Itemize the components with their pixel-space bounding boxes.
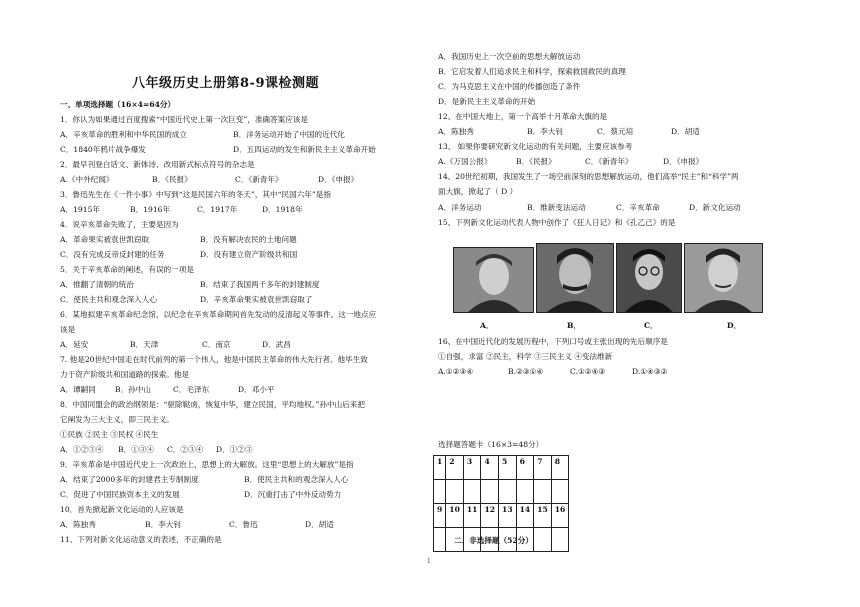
q6-option-d: D．武昌 bbox=[262, 340, 291, 349]
answer-blank[interactable] bbox=[434, 528, 446, 552]
portrait-d-image bbox=[684, 243, 763, 313]
q16-option-d: D.①④③② bbox=[632, 367, 668, 376]
answer-blank[interactable] bbox=[551, 480, 569, 504]
q1-option-d: D．五四运动的发生和新民主主义革命开始 bbox=[233, 145, 376, 154]
portrait-label-d: D． bbox=[727, 321, 742, 330]
question-7: 7. 他是20世纪中国走在时代前列的第一个伟人，他是中国民主革命的伟大先行者。他毕生致 bbox=[60, 355, 368, 364]
question-3: 3．鲁迅先生在《一件小事》中写到“这是民国六年的冬天”，其中“民国六年”是指 bbox=[60, 190, 331, 199]
question-1: 1．你认为如果通过百度搜索“中国近代史上第一次巨变”，准确答案应该是 bbox=[60, 115, 308, 124]
answer-cell[interactable]: 13 bbox=[499, 504, 517, 528]
q13-option-c: C．《新青年》 bbox=[585, 157, 633, 166]
q7-option-b: B．孙中山 bbox=[115, 385, 151, 394]
section-one-heading: 一、单项选择题（16×4=64分） bbox=[60, 100, 176, 109]
answer-cell[interactable]: 9 bbox=[434, 504, 446, 528]
q8-option-a: A．①②③④ bbox=[60, 445, 104, 454]
q14-option-b: B．维新变法运动 bbox=[527, 203, 586, 212]
question-4: 4．说辛亥革命失败了，主要是因为 bbox=[60, 220, 179, 229]
q3-option-a: A．1915年 bbox=[60, 205, 100, 214]
question-6-cont: 该是 bbox=[60, 325, 76, 334]
answer-row-1-blank bbox=[434, 480, 569, 504]
q6-option-c: C．南京 bbox=[202, 340, 231, 349]
answer-row-2 bbox=[434, 504, 569, 528]
q10-option-d: D．胡适 bbox=[305, 520, 334, 529]
question-16: 16、在中国近代化的发展历程中，下列口号或主张出现的先后顺序是 bbox=[438, 337, 668, 346]
answer-blank[interactable] bbox=[463, 480, 481, 504]
q2-option-d: D．《申报》 bbox=[318, 175, 359, 184]
q14-option-a: A．洋务运动 bbox=[438, 203, 482, 212]
q13-option-b: B．《民报》 bbox=[516, 157, 556, 166]
q8-option-d: D．①②③ bbox=[216, 445, 253, 454]
q12-option-c: C．蔡元培 bbox=[597, 127, 634, 136]
q16-option-b: B.②③①④ bbox=[508, 367, 544, 376]
answer-blank[interactable] bbox=[481, 480, 499, 504]
portrait-a-image bbox=[453, 247, 534, 313]
answer-cell[interactable]: 1 bbox=[434, 456, 446, 480]
q4-option-d: D．没有建立资产阶级共和国 bbox=[200, 250, 298, 259]
question-10: 10．首先掀起新文化运动的人应该是 bbox=[60, 505, 184, 514]
answer-cell[interactable]: 16 bbox=[551, 504, 569, 528]
question-14-cont: 面大旗，掀起了（ D ） bbox=[438, 187, 518, 196]
q5-option-d: D．辛亥革命果实被袁世凯窃取了 bbox=[200, 295, 313, 304]
q11-option-b: B．它启发着人们追求民主和科学，探索救国救民的真理 bbox=[438, 67, 626, 76]
q1-option-b: B．洋务运动开始了中国的近代化 bbox=[233, 130, 345, 139]
section-two-heading: 二、非选择题（52分） bbox=[454, 536, 533, 545]
q3-option-d: D．1918年 bbox=[262, 205, 303, 214]
answer-blank[interactable] bbox=[516, 480, 534, 504]
q7-option-d: D．邓小平 bbox=[238, 385, 275, 394]
q2-option-a: A.《中外纪闻》 bbox=[60, 175, 114, 184]
question-15: 15、下列新文化运动代表人物中创作了《狂人日记》和《孔乙己》的是 bbox=[438, 218, 676, 227]
question-8: 8．中国同盟会的政治纲领是：“驱除鞑虏，恢复中华，建立民国，平均地权。”孙中山后来把 bbox=[60, 400, 365, 409]
question-9: 9．辛亥革命是中国近代史上一次政治上、思想上的大解放。这里“思想上的大解放”是指 bbox=[60, 460, 354, 469]
answer-cell[interactable]: 6 bbox=[516, 456, 534, 480]
q13-option-d: D．《申报》 bbox=[663, 157, 704, 166]
q9-option-d: D．沉重打击了中外反动势力 bbox=[244, 490, 342, 499]
q2-option-c: C．《新青年》 bbox=[235, 175, 283, 184]
q12-option-b: B．李大钊 bbox=[527, 127, 563, 136]
q4-option-a: A．革命果实被袁世凯窃取 bbox=[60, 235, 150, 244]
q7-option-a: A．谭嗣同 bbox=[60, 385, 96, 394]
answer-blank[interactable] bbox=[434, 480, 446, 504]
q5-option-b: B．结束了我国两千多年的封建制度 bbox=[200, 280, 320, 289]
question-8-cont: 它阐发为三大主义，即三民主义。 bbox=[60, 415, 174, 424]
q16-option-c: C.①②④③ bbox=[570, 367, 606, 376]
question-7-cont: 力于资产阶级共和国道路的探索。他是 bbox=[60, 370, 190, 379]
q11-option-c: C．为马克思主义在中国的传播创造了条件 bbox=[438, 82, 581, 91]
answer-cell[interactable]: 2 bbox=[446, 456, 464, 480]
q11-option-a: A．我国历史上一次空前的思想大解放运动 bbox=[438, 52, 581, 61]
q10-option-c: C．鲁迅 bbox=[229, 520, 258, 529]
answer-cell[interactable]: 10 bbox=[446, 504, 464, 528]
portrait-label-a: A． bbox=[480, 321, 494, 330]
answer-blank[interactable] bbox=[446, 480, 464, 504]
q1-option-c: C．1840年鸦片战争爆发 bbox=[60, 145, 146, 154]
q10-option-a: A．陈独秀 bbox=[60, 520, 96, 529]
answer-card-title: 选择题答题卡（16×3=48分） bbox=[438, 440, 544, 449]
q6-option-b: B．天津 bbox=[130, 340, 159, 349]
q7-option-c: C．毛泽东 bbox=[173, 385, 210, 394]
question-12: 12、在中国大地上，第一个高举十月革命大旗的是 bbox=[438, 112, 608, 121]
question-2: 2．最早刊登白话文、新体诗、改用新式标点符号的杂志是 bbox=[60, 160, 255, 169]
answer-cell[interactable]: 12 bbox=[481, 504, 499, 528]
question-16-items: ①自强，求富 ②民主，科学 ③三民主义 ④变法维新 bbox=[438, 352, 613, 361]
page-number: 1 bbox=[427, 558, 431, 565]
q5-option-c: C．使民主共和观念深入人心 bbox=[60, 295, 157, 304]
answer-blank[interactable] bbox=[534, 480, 552, 504]
q1-option-a: A．辛亥革命的胜利和中华民国的成立 bbox=[60, 130, 187, 139]
q9-option-c: C．促进了中国民族资本主义的发展 bbox=[60, 490, 180, 499]
q2-option-b: B．《民报》 bbox=[152, 175, 192, 184]
q14-option-d: D．新文化运动 bbox=[689, 203, 741, 212]
page-title: 八年级历史上册第8-9课检测题 bbox=[132, 76, 319, 91]
answer-row-1 bbox=[434, 456, 569, 480]
q11-option-d: D．是新民主主义革命的开始 bbox=[438, 97, 536, 106]
question-5: 5．关于辛亥革命的阐述，有误的一项是 bbox=[60, 265, 194, 274]
answer-cell[interactable]: 11 bbox=[463, 504, 481, 528]
question-8-items: ①民族 ②民主 ③民权 ④民生 bbox=[60, 430, 159, 439]
portrait-b-image bbox=[536, 243, 614, 313]
q8-option-b: B．①③④ bbox=[118, 445, 154, 454]
q12-option-d: D．胡适 bbox=[671, 127, 700, 136]
q13-option-a: A.《万国公报》 bbox=[438, 157, 492, 166]
answer-cell[interactable]: 14 bbox=[516, 504, 534, 528]
q5-option-a: A．推翻了清朝的统治 bbox=[60, 280, 134, 289]
answer-blank[interactable] bbox=[551, 528, 569, 552]
portrait-label-b: B． bbox=[567, 321, 582, 330]
portrait-label-c: C． bbox=[644, 321, 658, 330]
q6-option-a: A．延安 bbox=[60, 340, 89, 349]
q16-option-a: A.①②③④ bbox=[438, 367, 474, 376]
q10-option-b: B．李大钊 bbox=[145, 520, 181, 529]
question-13: 13、 如果你要研究新文化运动的有关问题，主要应该参考 bbox=[438, 142, 633, 151]
q9-option-b: B．使民主共和的观念深入人心 bbox=[244, 475, 349, 484]
portrait-c-image bbox=[616, 243, 682, 313]
question-11: 11、下列对新文化运动意义的表述，不正确的是 bbox=[60, 535, 222, 544]
answer-cell[interactable]: 15 bbox=[534, 504, 552, 528]
q8-option-c: C．②③④ bbox=[167, 445, 204, 454]
answer-cell[interactable]: 4 bbox=[481, 456, 499, 480]
q3-option-b: B．1916年 bbox=[130, 205, 171, 214]
q9-option-a: A．结束了2000多年的封建君主专制制度 bbox=[60, 475, 199, 484]
answer-cell[interactable]: 7 bbox=[534, 456, 552, 480]
answer-cell[interactable]: 8 bbox=[551, 456, 569, 480]
question-14: 14、20世纪初期，我国发生了一场空前深刻的思想解放运动，他们高举“民主”和“科学”两 bbox=[438, 172, 739, 181]
answer-blank[interactable] bbox=[499, 480, 517, 504]
answer-cell[interactable]: 5 bbox=[499, 456, 517, 480]
q12-option-a: A．陈独秀 bbox=[438, 127, 474, 136]
q4-option-c: C．没有完成反帝反封建的任务 bbox=[60, 250, 165, 259]
answer-cell[interactable]: 3 bbox=[463, 456, 481, 480]
answer-blank[interactable] bbox=[534, 528, 552, 552]
q14-option-c: C．辛亥革命 bbox=[616, 203, 660, 212]
question-6: 6．某地拟建辛亥革命纪念馆，以纪念在辛亥革命期间首先发动的反清起义等事件。这一地点应 bbox=[60, 310, 377, 319]
q3-option-c: C．1917年 bbox=[197, 205, 238, 214]
q4-option-b: B．没有解决农民的土地问题 bbox=[200, 235, 297, 244]
